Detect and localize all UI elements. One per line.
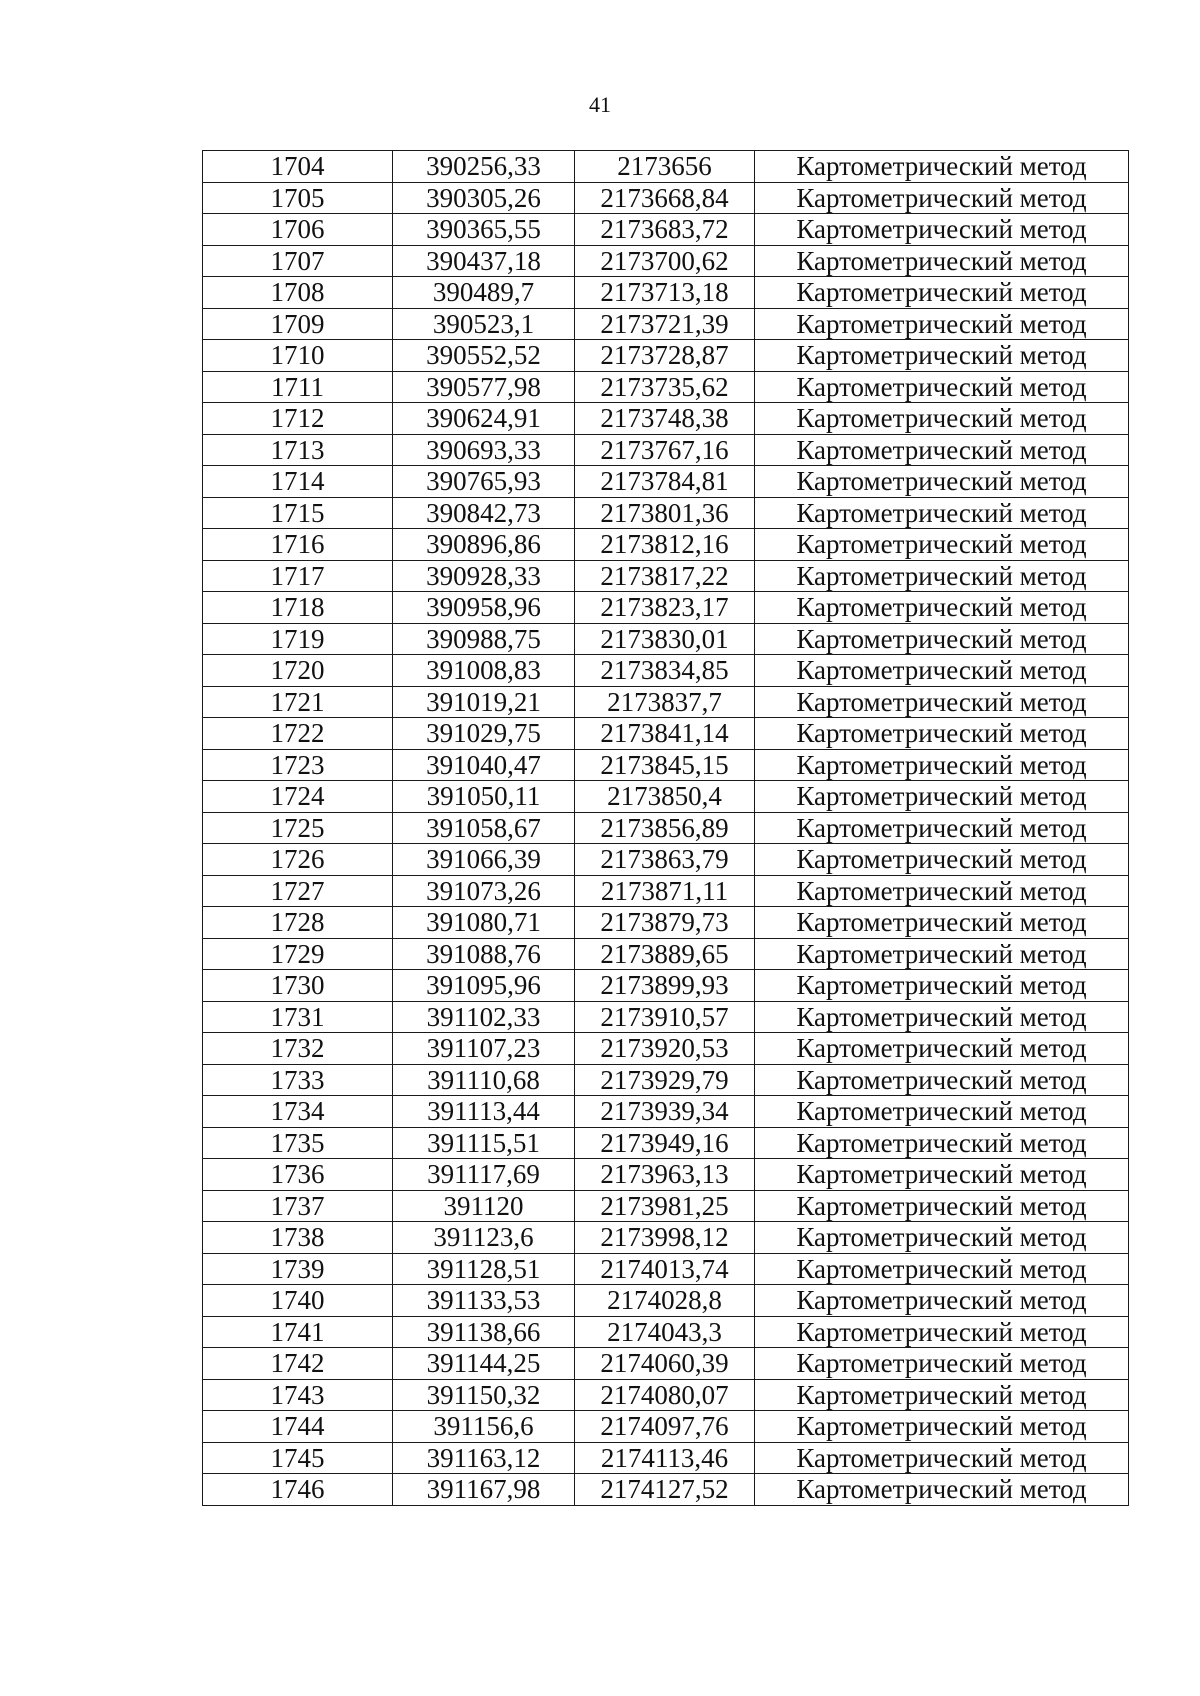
point-number-cell: 1712	[203, 403, 393, 435]
y-coordinate-cell: 2173834,85	[575, 655, 755, 687]
point-number-cell: 1736	[203, 1159, 393, 1191]
x-coordinate-cell: 391123,6	[393, 1222, 575, 1254]
table-row	[203, 1127, 1129, 1159]
point-number-cell: 1709	[203, 308, 393, 340]
table-row	[203, 718, 1129, 750]
point-number-cell: 1724	[203, 781, 393, 813]
point-number-cell: 1722	[203, 718, 393, 750]
x-coordinate-cell: 390765,93	[393, 466, 575, 498]
point-number-cell: 1727	[203, 875, 393, 907]
y-coordinate-cell: 2173856,89	[575, 812, 755, 844]
table-row	[203, 781, 1129, 813]
coordinates-table	[202, 150, 1129, 1506]
y-coordinate-cell: 2173863,79	[575, 844, 755, 876]
method-cell: Картометрический метод	[755, 592, 1129, 624]
method-cell: Картометрический метод	[755, 875, 1129, 907]
point-number-cell: 1746	[203, 1474, 393, 1506]
x-coordinate-cell: 391115,51	[393, 1127, 575, 1159]
method-cell: Картометрический метод	[755, 623, 1129, 655]
table-row	[203, 497, 1129, 529]
table-row	[203, 655, 1129, 687]
point-number-cell: 1730	[203, 970, 393, 1002]
method-cell: Картометрический метод	[755, 1127, 1129, 1159]
y-coordinate-cell: 2174043,3	[575, 1316, 755, 1348]
method-cell: Картометрический метод	[755, 1033, 1129, 1065]
table-row	[203, 308, 1129, 340]
x-coordinate-cell: 391156,6	[393, 1411, 575, 1443]
method-cell: Картометрический метод	[755, 182, 1129, 214]
point-number-cell: 1742	[203, 1348, 393, 1380]
y-coordinate-cell: 2173837,7	[575, 686, 755, 718]
point-number-cell: 1713	[203, 434, 393, 466]
x-coordinate-cell: 391008,83	[393, 655, 575, 687]
table-row	[203, 1379, 1129, 1411]
method-cell: Картометрический метод	[755, 907, 1129, 939]
x-coordinate-cell: 390256,33	[393, 151, 575, 183]
point-number-cell: 1706	[203, 214, 393, 246]
table-row	[203, 592, 1129, 624]
y-coordinate-cell: 2173841,14	[575, 718, 755, 750]
point-number-cell: 1735	[203, 1127, 393, 1159]
point-number-cell: 1717	[203, 560, 393, 592]
y-coordinate-cell: 2173683,72	[575, 214, 755, 246]
point-number-cell: 1741	[203, 1316, 393, 1348]
method-cell: Картометрический метод	[755, 1001, 1129, 1033]
table-row	[203, 749, 1129, 781]
y-coordinate-cell: 2174013,74	[575, 1253, 755, 1285]
method-cell: Картометрический метод	[755, 1411, 1129, 1443]
x-coordinate-cell: 391113,44	[393, 1096, 575, 1128]
method-cell: Картометрический метод	[755, 308, 1129, 340]
table-row	[203, 1253, 1129, 1285]
x-coordinate-cell: 391150,32	[393, 1379, 575, 1411]
x-coordinate-cell: 391050,11	[393, 781, 575, 813]
y-coordinate-cell: 2173823,17	[575, 592, 755, 624]
point-number-cell: 1718	[203, 592, 393, 624]
y-coordinate-cell: 2173713,18	[575, 277, 755, 309]
y-coordinate-cell: 2173656	[575, 151, 755, 183]
point-number-cell: 1734	[203, 1096, 393, 1128]
point-number-cell: 1744	[203, 1411, 393, 1443]
method-cell: Картометрический метод	[755, 1064, 1129, 1096]
x-coordinate-cell: 391095,96	[393, 970, 575, 1002]
point-number-cell: 1716	[203, 529, 393, 561]
x-coordinate-cell: 391128,51	[393, 1253, 575, 1285]
y-coordinate-cell: 2173981,25	[575, 1190, 755, 1222]
table-row	[203, 1442, 1129, 1474]
x-coordinate-cell: 391138,66	[393, 1316, 575, 1348]
method-cell: Картометрический метод	[755, 1253, 1129, 1285]
table-row	[203, 182, 1129, 214]
y-coordinate-cell: 2173767,16	[575, 434, 755, 466]
y-coordinate-cell: 2173784,81	[575, 466, 755, 498]
x-coordinate-cell: 390437,18	[393, 245, 575, 277]
table-row	[203, 1033, 1129, 1065]
x-coordinate-cell: 391073,26	[393, 875, 575, 907]
method-cell: Картометрический метод	[755, 1190, 1129, 1222]
point-number-cell: 1726	[203, 844, 393, 876]
table-row	[203, 1001, 1129, 1033]
point-number-cell: 1705	[203, 182, 393, 214]
x-coordinate-cell: 391133,53	[393, 1285, 575, 1317]
method-cell: Картометрический метод	[755, 1442, 1129, 1474]
method-cell: Картометрический метод	[755, 718, 1129, 750]
x-coordinate-cell: 390958,96	[393, 592, 575, 624]
y-coordinate-cell: 2173748,38	[575, 403, 755, 435]
y-coordinate-cell: 2173700,62	[575, 245, 755, 277]
x-coordinate-cell: 390988,75	[393, 623, 575, 655]
y-coordinate-cell: 2173668,84	[575, 182, 755, 214]
table-row	[203, 434, 1129, 466]
method-cell: Картометрический метод	[755, 686, 1129, 718]
y-coordinate-cell: 2173728,87	[575, 340, 755, 372]
point-number-cell: 1739	[203, 1253, 393, 1285]
table-row	[203, 686, 1129, 718]
point-number-cell: 1714	[203, 466, 393, 498]
point-number-cell: 1738	[203, 1222, 393, 1254]
point-number-cell: 1743	[203, 1379, 393, 1411]
table-row	[203, 907, 1129, 939]
point-number-cell: 1711	[203, 371, 393, 403]
method-cell: Картометрический метод	[755, 1222, 1129, 1254]
x-coordinate-cell: 390365,55	[393, 214, 575, 246]
x-coordinate-cell: 391110,68	[393, 1064, 575, 1096]
point-number-cell: 1732	[203, 1033, 393, 1065]
y-coordinate-cell: 2173850,4	[575, 781, 755, 813]
y-coordinate-cell: 2174080,07	[575, 1379, 755, 1411]
x-coordinate-cell: 391102,33	[393, 1001, 575, 1033]
table-row	[203, 371, 1129, 403]
method-cell: Картометрический метод	[755, 655, 1129, 687]
method-cell: Картометрический метод	[755, 1316, 1129, 1348]
point-number-cell: 1708	[203, 277, 393, 309]
method-cell: Картометрический метод	[755, 1285, 1129, 1317]
y-coordinate-cell: 2173812,16	[575, 529, 755, 561]
table-row	[203, 812, 1129, 844]
table-row	[203, 970, 1129, 1002]
method-cell: Картометрический метод	[755, 1379, 1129, 1411]
method-cell: Картометрический метод	[755, 938, 1129, 970]
point-number-cell: 1725	[203, 812, 393, 844]
x-coordinate-cell: 390489,7	[393, 277, 575, 309]
method-cell: Картометрический метод	[755, 970, 1129, 1002]
table-row	[203, 340, 1129, 372]
coordinates-table-body	[203, 151, 1129, 1506]
y-coordinate-cell: 2173721,39	[575, 308, 755, 340]
point-number-cell: 1745	[203, 1442, 393, 1474]
y-coordinate-cell: 2174060,39	[575, 1348, 755, 1380]
method-cell: Картометрический метод	[755, 466, 1129, 498]
y-coordinate-cell: 2173920,53	[575, 1033, 755, 1065]
table-row	[203, 277, 1129, 309]
table-row	[203, 1316, 1129, 1348]
x-coordinate-cell: 391107,23	[393, 1033, 575, 1065]
y-coordinate-cell: 2173910,57	[575, 1001, 755, 1033]
table-row	[203, 1474, 1129, 1506]
y-coordinate-cell: 2173879,73	[575, 907, 755, 939]
point-number-cell: 1740	[203, 1285, 393, 1317]
x-coordinate-cell: 391120	[393, 1190, 575, 1222]
table-row	[203, 1348, 1129, 1380]
x-coordinate-cell: 391066,39	[393, 844, 575, 876]
point-number-cell: 1720	[203, 655, 393, 687]
y-coordinate-cell: 2173801,36	[575, 497, 755, 529]
x-coordinate-cell: 391029,75	[393, 718, 575, 750]
method-cell: Картометрический метод	[755, 403, 1129, 435]
x-coordinate-cell: 390552,52	[393, 340, 575, 372]
x-coordinate-cell: 390305,26	[393, 182, 575, 214]
method-cell: Картометрический метод	[755, 340, 1129, 372]
table-row	[203, 844, 1129, 876]
point-number-cell: 1723	[203, 749, 393, 781]
point-number-cell: 1721	[203, 686, 393, 718]
method-cell: Картометрический метод	[755, 245, 1129, 277]
table-row	[203, 875, 1129, 907]
x-coordinate-cell: 391144,25	[393, 1348, 575, 1380]
y-coordinate-cell: 2173963,13	[575, 1159, 755, 1191]
method-cell: Картометрический метод	[755, 560, 1129, 592]
x-coordinate-cell: 391040,47	[393, 749, 575, 781]
x-coordinate-cell: 391117,69	[393, 1159, 575, 1191]
point-number-cell: 1728	[203, 907, 393, 939]
method-cell: Картометрический метод	[755, 812, 1129, 844]
method-cell: Картометрический метод	[755, 371, 1129, 403]
table-row	[203, 1064, 1129, 1096]
page-number: 41	[589, 92, 611, 117]
y-coordinate-cell: 2174097,76	[575, 1411, 755, 1443]
table-row	[203, 623, 1129, 655]
y-coordinate-cell: 2173939,34	[575, 1096, 755, 1128]
y-coordinate-cell: 2173817,22	[575, 560, 755, 592]
y-coordinate-cell: 2173949,16	[575, 1127, 755, 1159]
table-row	[203, 1222, 1129, 1254]
x-coordinate-cell: 391019,21	[393, 686, 575, 718]
point-number-cell: 1737	[203, 1190, 393, 1222]
point-number-cell: 1733	[203, 1064, 393, 1096]
method-cell: Картометрический метод	[755, 781, 1129, 813]
x-coordinate-cell: 391058,67	[393, 812, 575, 844]
x-coordinate-cell: 390523,1	[393, 308, 575, 340]
method-cell: Картометрический метод	[755, 497, 1129, 529]
point-number-cell: 1710	[203, 340, 393, 372]
point-number-cell: 1704	[203, 151, 393, 183]
point-number-cell: 1731	[203, 1001, 393, 1033]
x-coordinate-cell: 390896,86	[393, 529, 575, 561]
table-row	[203, 466, 1129, 498]
y-coordinate-cell: 2173735,62	[575, 371, 755, 403]
method-cell: Картометрический метод	[755, 1474, 1129, 1506]
method-cell: Картометрический метод	[755, 151, 1129, 183]
y-coordinate-cell: 2173889,65	[575, 938, 755, 970]
x-coordinate-cell: 391163,12	[393, 1442, 575, 1474]
table-row	[203, 938, 1129, 970]
y-coordinate-cell: 2174127,52	[575, 1474, 755, 1506]
table-row	[203, 1285, 1129, 1317]
method-cell: Картометрический метод	[755, 749, 1129, 781]
y-coordinate-cell: 2173830,01	[575, 623, 755, 655]
table-row	[203, 214, 1129, 246]
x-coordinate-cell: 390842,73	[393, 497, 575, 529]
x-coordinate-cell: 390624,91	[393, 403, 575, 435]
method-cell: Картометрический метод	[755, 277, 1129, 309]
table-row	[203, 560, 1129, 592]
y-coordinate-cell: 2173845,15	[575, 749, 755, 781]
method-cell: Картометрический метод	[755, 1159, 1129, 1191]
point-number-cell: 1729	[203, 938, 393, 970]
point-number-cell: 1707	[203, 245, 393, 277]
method-cell: Картометрический метод	[755, 1096, 1129, 1128]
x-coordinate-cell: 390577,98	[393, 371, 575, 403]
y-coordinate-cell: 2174113,46	[575, 1442, 755, 1474]
x-coordinate-cell: 390928,33	[393, 560, 575, 592]
x-coordinate-cell: 390693,33	[393, 434, 575, 466]
method-cell: Картометрический метод	[755, 844, 1129, 876]
table-row	[203, 529, 1129, 561]
point-number-cell: 1715	[203, 497, 393, 529]
point-number-cell: 1719	[203, 623, 393, 655]
y-coordinate-cell: 2173871,11	[575, 875, 755, 907]
method-cell: Картометрический метод	[755, 1348, 1129, 1380]
method-cell: Картометрический метод	[755, 214, 1129, 246]
table-row	[203, 1411, 1129, 1443]
x-coordinate-cell: 391088,76	[393, 938, 575, 970]
table-row	[203, 403, 1129, 435]
x-coordinate-cell: 391167,98	[393, 1474, 575, 1506]
y-coordinate-cell: 2173899,93	[575, 970, 755, 1002]
y-coordinate-cell: 2174028,8	[575, 1285, 755, 1317]
method-cell: Картометрический метод	[755, 434, 1129, 466]
table-row	[203, 1096, 1129, 1128]
table-row	[203, 245, 1129, 277]
table-row	[203, 1159, 1129, 1191]
table-row	[203, 1190, 1129, 1222]
table-row	[203, 151, 1129, 183]
method-cell: Картометрический метод	[755, 529, 1129, 561]
y-coordinate-cell: 2173998,12	[575, 1222, 755, 1254]
x-coordinate-cell: 391080,71	[393, 907, 575, 939]
y-coordinate-cell: 2173929,79	[575, 1064, 755, 1096]
